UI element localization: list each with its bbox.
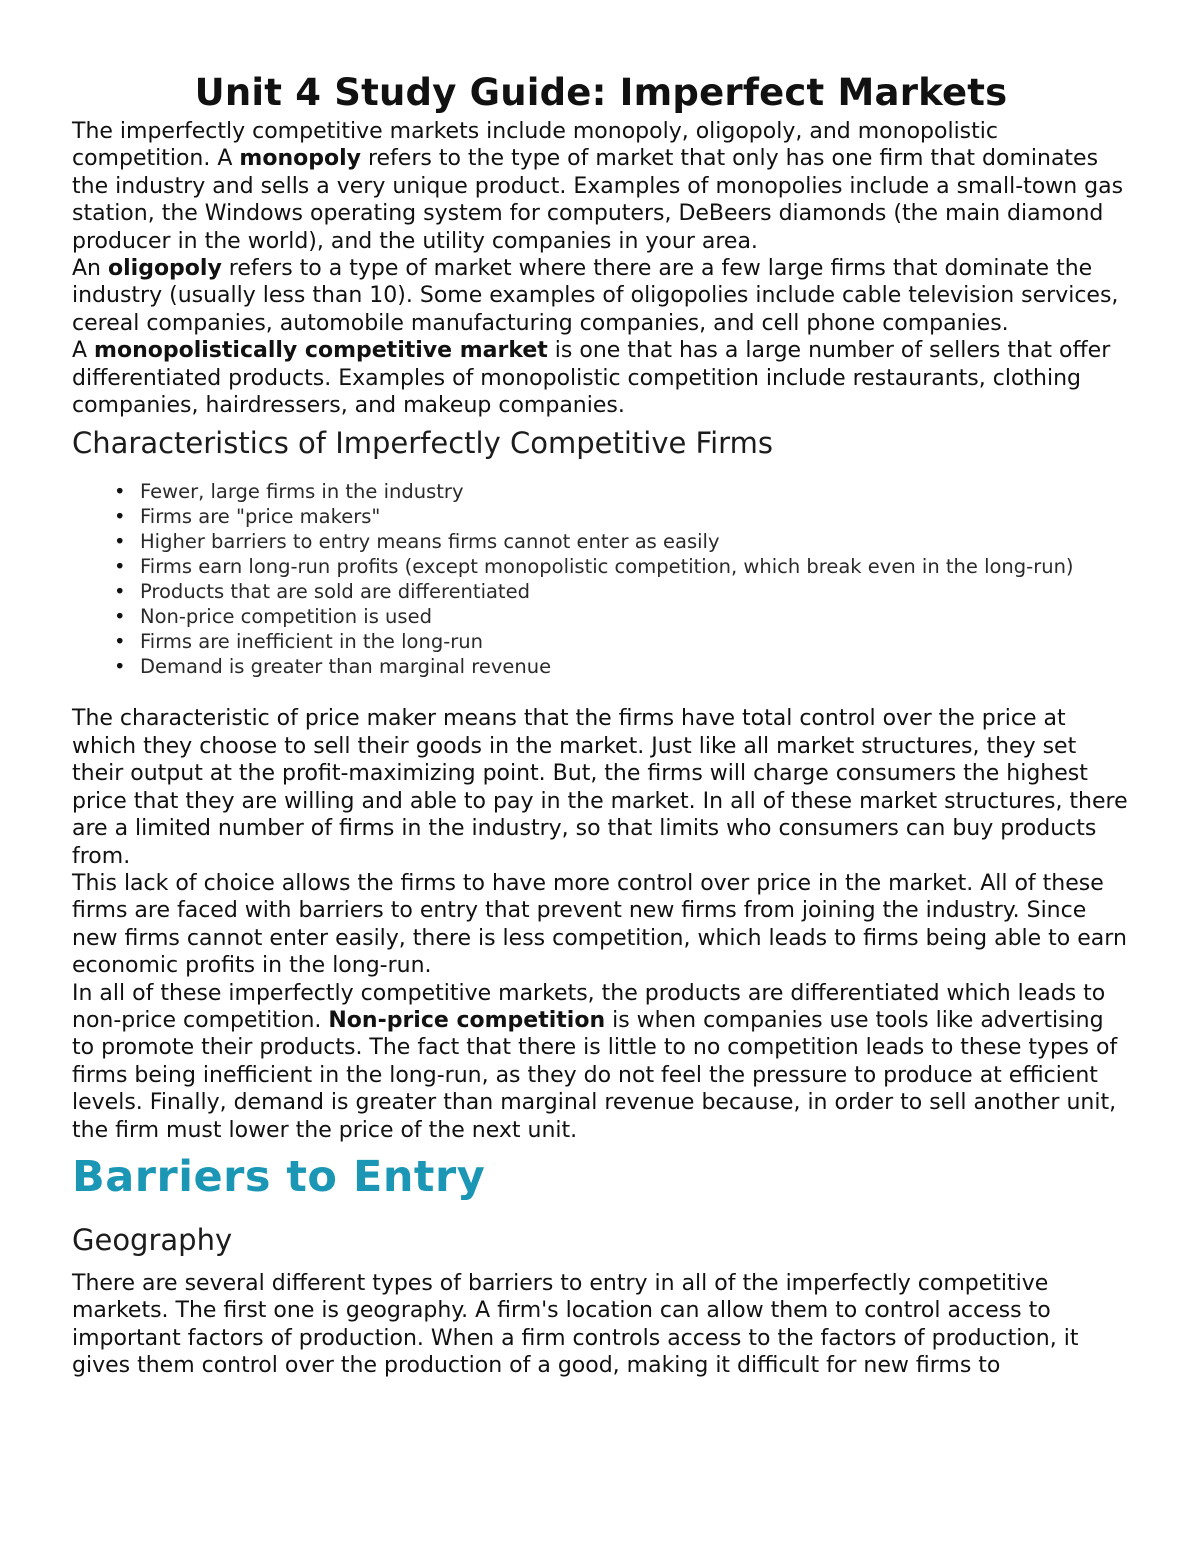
list-item: • Products that are sold are differentiated — [140, 579, 1130, 604]
intro-text: The imperfectly competitive markets include monopoly, oligopoly, and monopolistic competition. A — [72, 119, 998, 172]
list-item: • Non-price competition is used — [140, 604, 1130, 629]
list-item: • Firms are "price makers" — [140, 504, 1130, 529]
list-item: • Fewer, large firms in the industry — [140, 479, 1130, 504]
term-non-price-competition: Non-price competition — [328, 1007, 606, 1033]
body-paragraph-price-maker: The characteristic of price maker means that the firms have total control over the price at which they choose to sell their goods in the market. Just like all market structures, they set their output at the profit-maximizing point. But, the firms will charge consumers the highest price that they are willing and able to pay in the market. In all of these market structures, there are a limited number of firms in the industry, so that limits who consumers can buy products from. — [72, 706, 1128, 869]
body-text: In all of these imperfectly competitive markets, the products are differentiated which leads to non-price competition. — [72, 980, 1106, 1033]
term-oligopoly: oligopoly — [108, 256, 222, 282]
intro-paragraph-monopolistic — [72, 337, 1130, 419]
intro-paragraph-monopoly — [72, 118, 1130, 255]
body-paragraph-non-price — [72, 980, 1130, 1144]
geography-paragraph: There are several different types of barriers to entry in all of the imperfectly competitive markets. The first one is geography. A firm's location can allow them to control access to important factors of production. When a firm controls access to the factors of production, it gives them control over the production of a good, making it difficult for new firms to — [72, 1270, 1079, 1379]
intro-text: An — [72, 256, 108, 282]
list-item: • Firms earn long-run profits (except monopolistic competition, which break even in the long-run) — [140, 554, 1130, 579]
list-item: • Firms are inefficient in the long-run — [140, 629, 1130, 654]
characteristics-list — [72, 479, 1130, 679]
geography-heading: Geography — [72, 1222, 233, 1257]
intro-text: A — [72, 338, 95, 364]
body-paragraph-lack-of-choice: This lack of choice allows the firms to have more control over price in the market. All of these firms are faced with barriers to entry that prevent new firms from joining the industry. Since new firms cannot enter easily, there is less competition, which leads to firms being able to earn economic profits in the long-run. — [72, 870, 1127, 979]
intro-text: refers to the type of market that only has one firm that dominates the industry and sells a very unique product. Examples of monopolies include a small-town gas station, the Windows operating system for computers, DeBeers diamonds (the main diamond producer in the world), and the utility companies in your area. — [72, 146, 1124, 254]
list-item: • Higher barriers to entry means firms cannot enter as easily — [140, 529, 1130, 554]
intro-text: is one that has a large number of sellers that offer differentiated products. Examples of monopolistic competition include restaurants, clothing companies, hairdressers, and makeup companies. — [72, 338, 1111, 419]
characteristics-heading: Characteristics of Imperfectly Competitive Firms — [72, 426, 773, 461]
barriers-heading: Barriers to Entry — [72, 1151, 486, 1202]
intro-paragraph-oligopoly — [72, 255, 1130, 337]
body-text: is when companies use tools like advertising to promote their products. The fact that there is little to no competition leads to these types of firms being inefficient in the long-run, as they do not feel the pressure to produce at efficient levels. Finally, demand is greater than marginal revenue because, in order to sell another unit, the firm must lower the price of the next unit. — [72, 1007, 1118, 1143]
term-monopolistic-market: monopolistically competitive market — [94, 338, 548, 364]
term-monopoly: monopoly — [239, 146, 361, 172]
list-item: • Demand is greater than marginal revenue — [140, 654, 1130, 679]
intro-text: refers to a type of market where there are a few large firms that dominate the industry (usually less than 10). Some examples of oligopolies include cable television services, cereal companies, automobile manufacturing companies, and cell phone companies. — [72, 256, 1119, 336]
page-title: Unit 4 Study Guide: Imperfect Markets — [194, 71, 1008, 114]
document-page — [72, 70, 1130, 1380]
